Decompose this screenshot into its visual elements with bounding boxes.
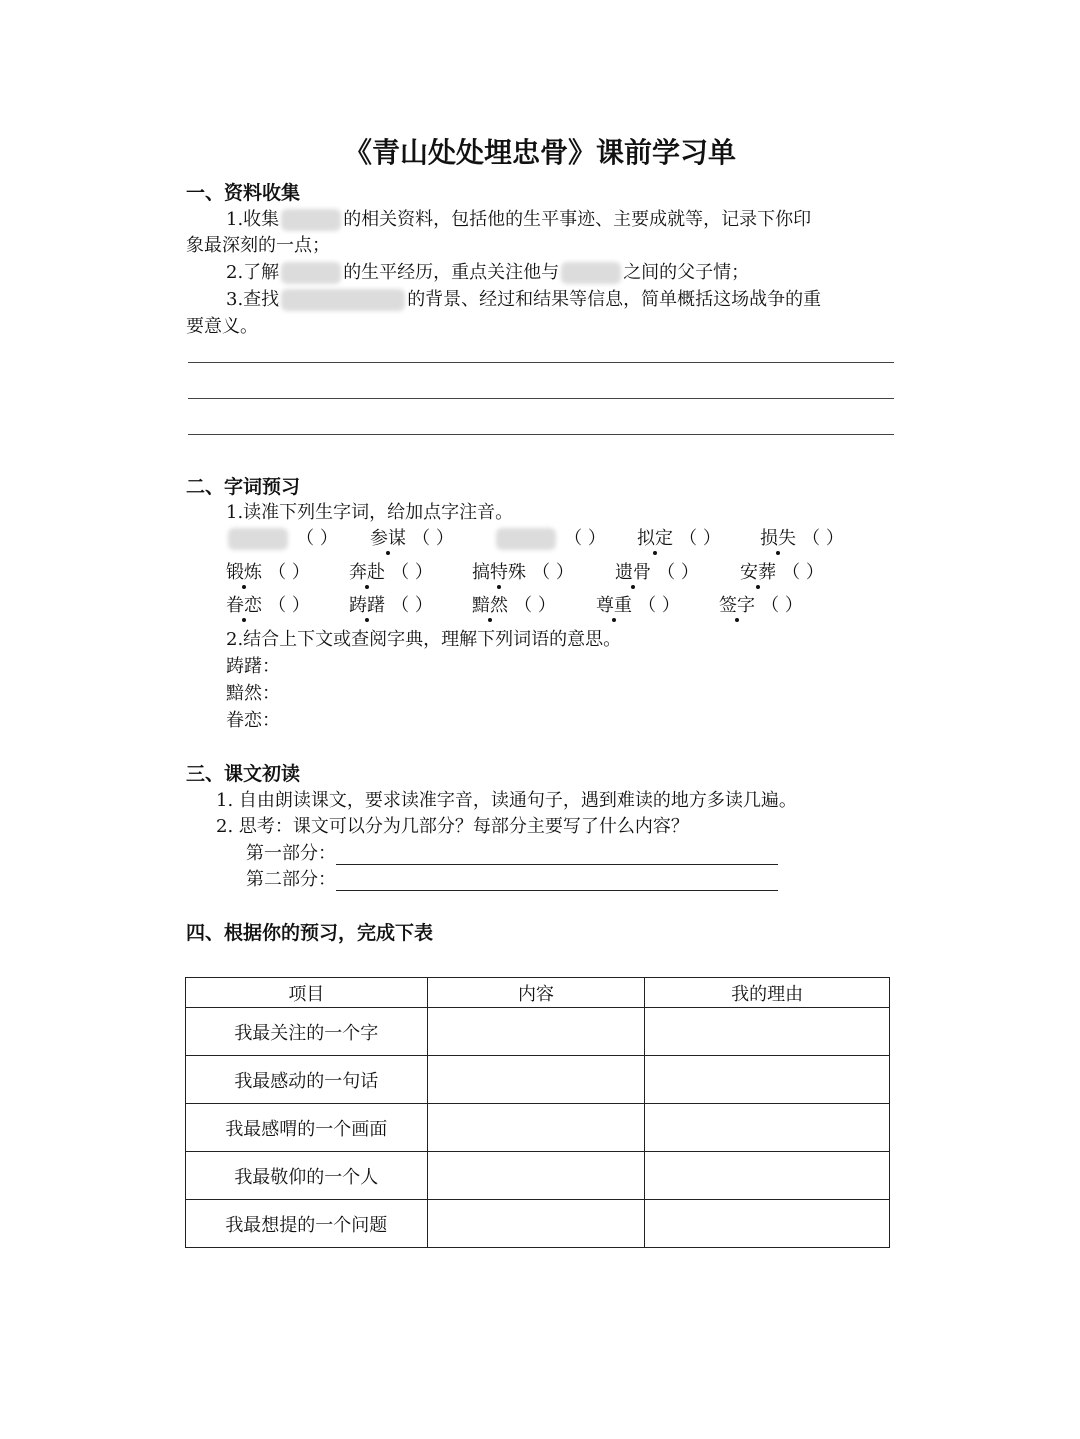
reason-cell[interactable]: [645, 1200, 890, 1248]
word-gao-te-shu: [472, 558, 580, 584]
section3-heading: 三、课文初读: [186, 763, 301, 785]
content-cell[interactable]: [427, 1200, 645, 1248]
table-row: [186, 1152, 890, 1200]
word-sun-shi: [760, 524, 850, 550]
word-zun-zhong: [596, 591, 686, 617]
word-qian-zi: [719, 591, 809, 617]
word-text: 锻炼: [226, 562, 262, 583]
part1-label: 第一部分：: [246, 843, 336, 864]
paren-blank[interactable]: （ ）: [802, 528, 844, 549]
paren-blank[interactable]: （ ）: [514, 595, 556, 616]
reason-cell[interactable]: [645, 1056, 890, 1104]
blurred-word: [228, 528, 288, 550]
answer-line-1[interactable]: [188, 362, 894, 363]
section3-item1: 1. 自由朗读课文，要求读准字音，读通句子，遇到难读的地方多读几遍。: [216, 790, 797, 811]
preview-table: [185, 977, 890, 1248]
content-cell[interactable]: [427, 1104, 645, 1152]
item3-text: 的背景、经过和结果等信息，简单概括这场战争的重: [407, 289, 822, 310]
part2-label: 第二部分：: [246, 869, 336, 890]
table-row: [186, 1200, 890, 1248]
word-chou-chu: [349, 591, 439, 617]
section3-item2: 2. 思考：课文可以分为几部分？每部分主要写了什么内容？: [216, 816, 689, 837]
definition-juan-lian[interactable]: 眷恋：: [226, 710, 280, 731]
section1-item3-cont: 要意义。: [186, 316, 258, 337]
paren-blank[interactable]: （ ）: [761, 595, 803, 616]
item2-prefix: 2.了解: [226, 262, 280, 283]
page-title: 《青山处处埋忠骨》课前学习单: [343, 136, 736, 169]
word-duan-lian: [226, 558, 316, 584]
row-label: 我最想提的一个问题: [186, 1200, 428, 1248]
part1-answer-line[interactable]: [336, 846, 778, 865]
answer-line-2[interactable]: [188, 398, 894, 399]
word-ben-fu: [349, 558, 439, 584]
content-cell[interactable]: [427, 1056, 645, 1104]
section1-item3: [226, 285, 821, 311]
blurred-name: [281, 262, 341, 284]
section2-sub1: 1.读准下列生字词，给加点字注音。: [226, 502, 514, 523]
paren-blank[interactable]: （ ）: [564, 528, 606, 549]
content-cell[interactable]: [427, 1008, 645, 1056]
part1-row: [246, 839, 778, 865]
blurred-word: [496, 528, 556, 550]
row-label: 我最关注的一个字: [186, 1008, 428, 1056]
word-juan-lian: [226, 591, 316, 617]
blurred-name: [561, 262, 621, 284]
paren-blank[interactable]: （ ）: [296, 528, 338, 549]
word-text: 尊重: [596, 595, 632, 616]
word-text: 签字: [719, 595, 755, 616]
table-header-row: [186, 978, 890, 1008]
paren-blank[interactable]: （ ）: [782, 562, 824, 583]
row-label: 我最敬仰的一个人: [186, 1152, 428, 1200]
section4-heading: 四、根据你的预习，完成下表: [186, 922, 434, 944]
part2-row: [246, 865, 778, 891]
part2-answer-line[interactable]: [336, 872, 778, 891]
reason-cell[interactable]: [645, 1008, 890, 1056]
blurred-name: [281, 209, 341, 231]
section1-heading: 一、资料收集: [186, 182, 301, 204]
paren-blank[interactable]: （ ）: [532, 562, 574, 583]
paren-blank[interactable]: （ ）: [412, 528, 454, 549]
item2-text-end: 之间的父子情；: [623, 262, 750, 283]
section2-sub2: 2.结合上下文或查阅字典，理解下列词语的意思。: [226, 629, 622, 650]
word-an-zang: [740, 558, 830, 584]
column-header-reason: 我的理由: [645, 978, 890, 1008]
item2-text: 的生平经历，重点关注他与: [343, 262, 560, 283]
paren-blank[interactable]: （ ）: [391, 562, 433, 583]
paren-blank[interactable]: （ ）: [679, 528, 721, 549]
section1-item1: [226, 205, 811, 231]
word-yi-gu: [615, 558, 705, 584]
paren-blank[interactable]: （ ）: [268, 562, 310, 583]
word-row-1: [226, 524, 344, 550]
item1-text: 的相关资料，包括他的生平事迹、主要成就等，记录下你印: [343, 209, 812, 230]
paren-blank[interactable]: （ ）: [268, 595, 310, 616]
paren-blank[interactable]: （ ）: [391, 595, 433, 616]
word-blurred-2: [494, 524, 612, 550]
reason-cell[interactable]: [645, 1104, 890, 1152]
column-header-content: 内容: [427, 978, 645, 1008]
word-text: 奔赴: [349, 562, 385, 583]
word-text: 遗骨: [615, 562, 651, 583]
word-an-ran: [472, 591, 562, 617]
word-text: 眷恋: [226, 595, 262, 616]
word-can-mou: [370, 524, 460, 550]
paren-blank[interactable]: （ ）: [638, 595, 680, 616]
word-text: 安葬: [740, 562, 776, 583]
word-ni-ding: [637, 524, 727, 550]
section1-item1-cont: 象最深刻的一点；: [186, 235, 330, 256]
definition-an-ran[interactable]: 黯然：: [226, 683, 280, 704]
section2-heading: 二、字词预习: [186, 476, 301, 498]
table-row: [186, 1008, 890, 1056]
word-text: 参谋: [370, 528, 406, 549]
row-label: 我最感喟的一个画面: [186, 1104, 428, 1152]
section1-item2: [226, 258, 749, 284]
word-text: 踌躇: [349, 595, 385, 616]
word-text: 搞特殊: [472, 562, 526, 583]
paren-blank[interactable]: （ ）: [657, 562, 699, 583]
reason-cell[interactable]: [645, 1152, 890, 1200]
table-row: [186, 1056, 890, 1104]
answer-line-3[interactable]: [188, 434, 894, 435]
word-text: 损失: [760, 528, 796, 549]
word-text: 拟定: [637, 528, 673, 549]
column-header-item: 项目: [186, 978, 428, 1008]
blurred-war-name: [281, 289, 405, 311]
content-cell[interactable]: [427, 1152, 645, 1200]
item1-prefix: 1.收集: [226, 209, 280, 230]
definition-chou-chu[interactable]: 踌躇：: [226, 656, 280, 677]
word-text: 黯然: [472, 595, 508, 616]
table-row: [186, 1104, 890, 1152]
row-label: 我最感动的一句话: [186, 1056, 428, 1104]
item3-prefix: 3.查找: [226, 289, 280, 310]
